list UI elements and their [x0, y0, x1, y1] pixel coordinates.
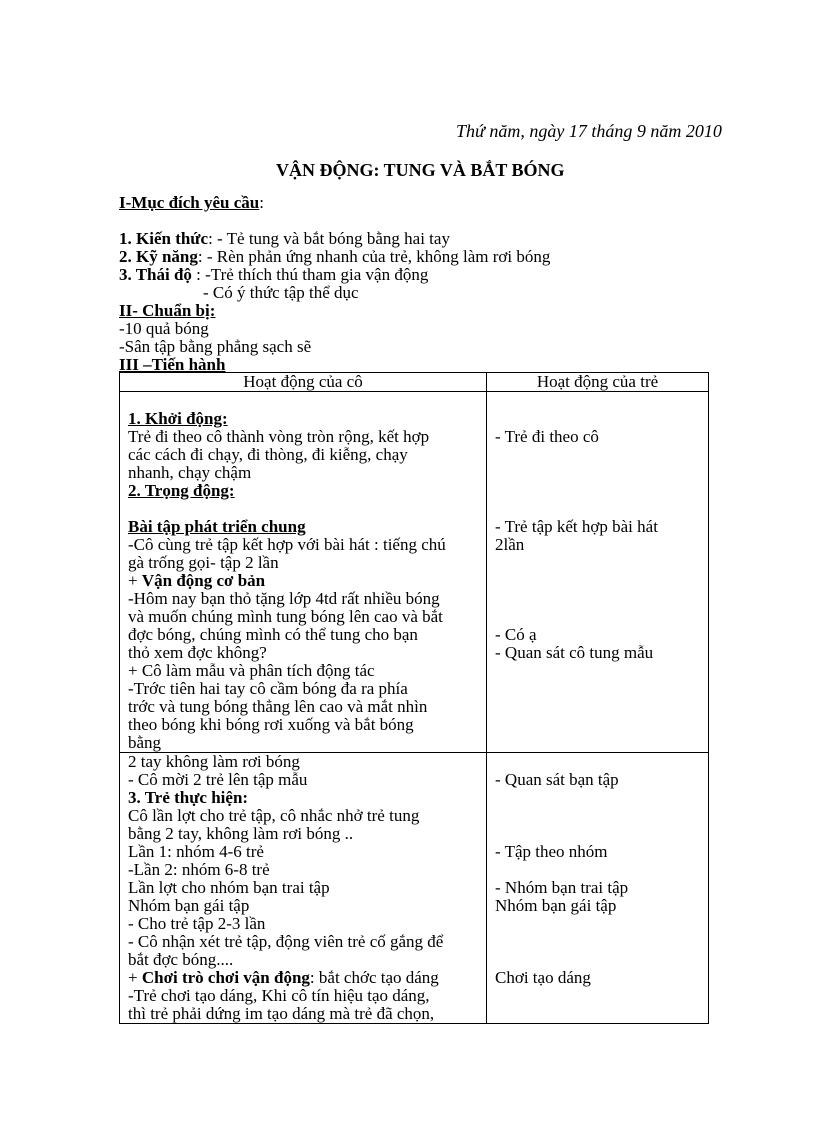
children-cell-2 — [487, 753, 709, 1024]
text-line: - Quan sát bạn tập — [495, 770, 619, 789]
text-line: Lần lợt cho nhóm bạn trai tập — [128, 878, 330, 897]
text-line: nhanh, chạy chậm — [128, 463, 252, 482]
text-line: 2lần — [495, 535, 525, 554]
text-line: Chơi tạo dáng — [495, 968, 591, 987]
table-row — [120, 753, 709, 1024]
section2-heading: II- Chuẩn bị: — [119, 301, 216, 320]
objective-text: : - Rèn phản ứng nhanh của trẻ, không làm rơi bóng — [197, 247, 551, 266]
prep-item: -10 quả bóng — [119, 319, 209, 338]
text-line: - Cho trẻ tập 2-3 lần — [128, 914, 266, 933]
text-line: Cô lần lợt cho trẻ tập, cô nhắc nhở trẻ tung — [128, 806, 420, 825]
text-line: theo bóng khi bóng rơi xuống và bắt bóng — [128, 715, 414, 734]
objective-label: 3. Thái độ — [119, 265, 192, 284]
activity-table — [119, 372, 709, 1024]
text-line: - Trẻ tập kết hợp bài hát — [495, 517, 658, 536]
text-line: -Hôm nay bạn thỏ tặng lớp 4td rất nhiều bóng — [128, 589, 440, 608]
section1-heading: I-Mục đích yêu cầu — [119, 193, 260, 212]
text-line: -Cô cùng trẻ tập kết hợp với bài hát : tiếng chú — [128, 535, 446, 554]
main-heading: 2. Trọng động: — [128, 481, 235, 500]
text-line: -Trớc tiên hai tay cô cầm bóng đa ra phía — [128, 679, 408, 698]
table-header-row — [120, 373, 709, 392]
objective-attitude — [119, 266, 428, 284]
objective-knowledge — [119, 230, 450, 248]
text-line: thỏ xem đợc không? — [128, 643, 267, 662]
basic-heading: Vận động cơ bản — [141, 571, 266, 590]
teacher-cell-1 — [120, 392, 487, 753]
text-line: + Cô làm mẫu và phân tích động tác — [128, 661, 375, 680]
game-prefix: + — [128, 968, 142, 987]
header-children: Hoạt động của trẻ — [487, 373, 709, 392]
objective-attitude-extra: - Có ý thức tập thể dục — [203, 283, 359, 302]
text-line: Lần 1: nhóm 4-6 trẻ — [128, 842, 264, 861]
text-line: 2 tay không làm rơi bóng — [128, 752, 300, 771]
text-line: Nhóm bạn gái tập — [495, 896, 617, 915]
text-line: -Trẻ chơi tạo dáng, Khi cô tín hiệu tạo dáng, — [128, 986, 430, 1005]
prep-item: -Sân tập bằng phẳng sạch sẽ — [119, 337, 312, 356]
practice-heading: 3. Trẻ thực hiện: — [128, 788, 249, 807]
text-line: - Quan sát cô tung mẫu — [495, 643, 654, 662]
text-line: trớc và tung bóng thẳng lên cao và mắt nhìn — [128, 697, 428, 716]
text-line: Trẻ đi theo cô thành vòng tròn rộng, kết hợp — [128, 427, 430, 446]
text-line: bằng 2 tay, không làm rơi bóng .. — [128, 824, 354, 843]
objective-label: 1. Kiến thức — [119, 229, 209, 248]
text-line: - Nhóm bạn trai tập — [495, 878, 629, 897]
warmup-heading: 1. Khởi động: — [128, 409, 228, 428]
section1-heading-row — [119, 194, 264, 212]
section3-heading: III –Tiến hành — [119, 355, 226, 374]
lesson-title: VẬN ĐỘNG: TUNG VÀ BẮT BÓNG — [276, 160, 565, 180]
section1-colon: : — [259, 193, 264, 212]
table-row — [120, 392, 709, 753]
children-cell-1 — [487, 392, 709, 753]
text-line: - Cô mời 2 trẻ lên tập mẫu — [128, 770, 308, 789]
basic-heading-row — [128, 572, 478, 590]
text-line: - Trẻ đi theo cô — [495, 427, 599, 446]
teacher-cell-2 — [120, 753, 487, 1024]
header-teacher: Hoạt động của cô — [120, 373, 487, 392]
text-line: - Có ạ — [495, 625, 537, 644]
exercise-heading: Bài tập phát triển chung — [128, 517, 306, 536]
text-line: -Lần 2: nhóm 6-8 trẻ — [128, 860, 270, 879]
objective-skills — [119, 248, 550, 266]
text-line: gà trống gọi- tập 2 lần — [128, 553, 279, 572]
objective-text: : -Trẻ thích thú tham gia vận động — [191, 265, 429, 284]
text-line: Nhóm bạn gái tập — [128, 896, 250, 915]
basic-prefix: + — [128, 571, 142, 590]
objective-label: 2. Kỹ năng — [119, 247, 198, 266]
text-line: bằng — [128, 733, 162, 752]
text-line: - Tập theo nhóm — [495, 842, 608, 861]
text-line: đợc bóng, chúng mình có thể tung cho bạn — [128, 625, 418, 644]
lesson-date: Thứ năm, ngày 17 tháng 9 năm 2010 — [456, 121, 722, 141]
game-heading-row — [128, 969, 478, 987]
game-text: : bắt chớc tạo dáng — [309, 968, 439, 987]
text-line: các cách đi chạy, đi thòng, đi kiễng, chạy — [128, 445, 408, 464]
text-line: thì trẻ phải dứng im tạo dáng mà trẻ đã chọn, — [128, 1004, 435, 1023]
objective-text: : - Tẻ tung và bắt bóng bằng hai tay — [208, 229, 450, 248]
game-heading: Chơi trò chơi vận động — [141, 968, 310, 987]
text-line: bắt đợc bóng.... — [128, 950, 234, 969]
text-line: và muốn chúng mình tung bóng lên cao và bắt — [128, 607, 443, 626]
text-line: - Cô nhận xét trẻ tập, động viên trẻ cố gắng để — [128, 932, 444, 951]
